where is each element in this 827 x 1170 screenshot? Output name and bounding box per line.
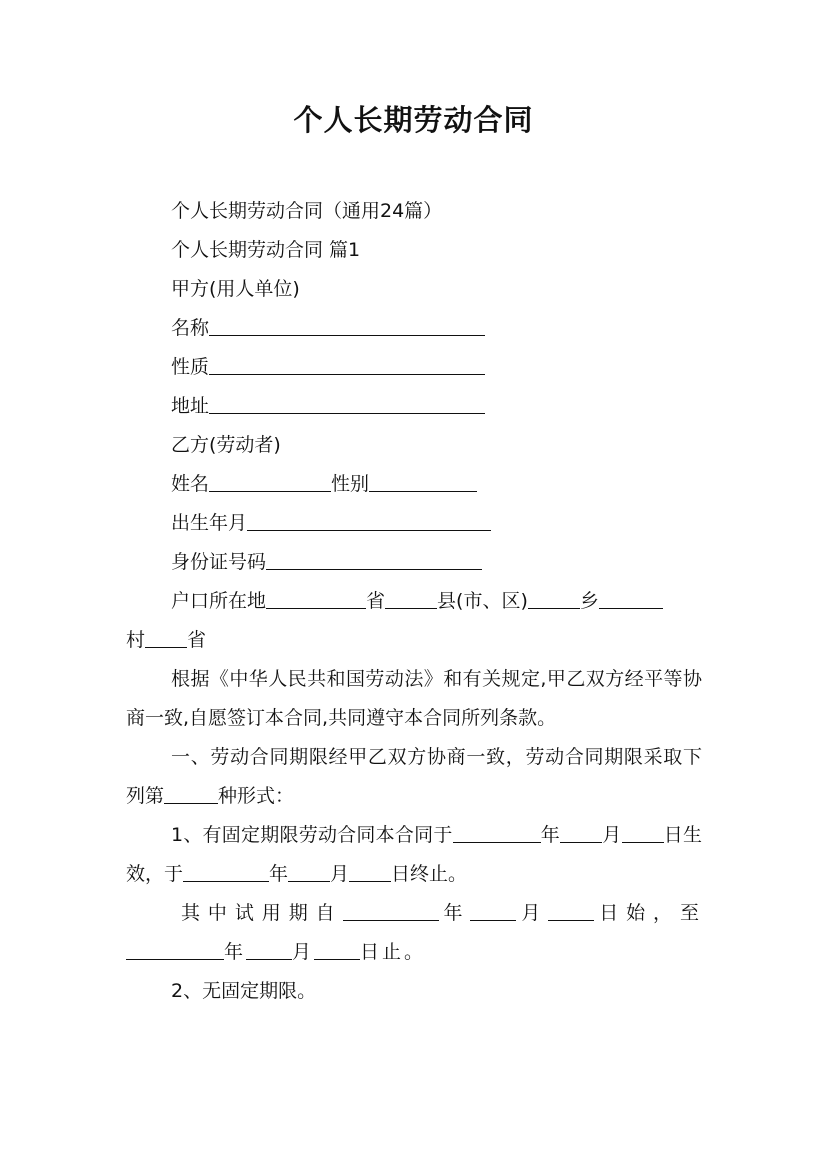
party-a-address-label: 地址 <box>171 395 210 417</box>
party-a-nature-label: 性质 <box>171 356 210 378</box>
party-b-birth-label: 出生年月 <box>171 512 248 534</box>
option-1-month-label: 月 <box>602 824 622 846</box>
hukou-province-blank[interactable] <box>266 587 366 609</box>
party-b-id-blank[interactable] <box>266 548 482 570</box>
option-1-end-year-label: 年 <box>269 863 289 885</box>
party-a-name-blank[interactable] <box>209 314 485 336</box>
clause-1-option-blank[interactable] <box>164 782 218 804</box>
probation-text: 其中试用期自 <box>181 902 343 924</box>
probation-start-text: 日始，至 <box>594 902 702 924</box>
clause-1-paragraph <box>126 738 702 816</box>
probation-end-month-label: 月 <box>292 941 315 963</box>
party-a-name-label: 名称 <box>171 317 210 339</box>
option-1-end-day-blank[interactable] <box>349 860 391 882</box>
party-a-address-row <box>126 387 702 426</box>
preamble-paragraph: 根据《中华人民共和国劳动法》和有关规定,甲乙双方经平等协商一致,自愿签订本合同,共同遵守本合同所列条款。 <box>126 668 702 729</box>
option-1-day-blank[interactable] <box>622 821 664 843</box>
probation-month-blank[interactable] <box>470 899 516 921</box>
party-b-birth-blank[interactable] <box>247 509 491 531</box>
option-1-year-blank[interactable] <box>453 821 541 843</box>
party-b-name-blank[interactable] <box>209 470 331 492</box>
probation-paragraph <box>126 894 702 972</box>
party-b-heading: 乙方(劳动者) <box>171 434 281 456</box>
hukou-town-blank[interactable] <box>528 587 580 609</box>
option-1-effective-text: 日生效，于 <box>126 824 702 885</box>
option-1-end-text: 日终止。 <box>391 863 468 885</box>
party-a-nature-blank[interactable] <box>209 353 485 375</box>
probation-end-text: 日止。 <box>360 941 427 963</box>
probation-year-label: 年 <box>438 902 471 924</box>
party-b-id-row <box>126 543 702 582</box>
party-b-birth-row <box>126 504 702 543</box>
probation-end-day-blank[interactable] <box>314 938 360 960</box>
hukou-village-blank[interactable] <box>599 587 663 609</box>
party-b-gender-blank[interactable] <box>369 470 477 492</box>
party-b-name-label: 姓名 <box>171 473 210 495</box>
option-1-end-month-blank[interactable] <box>288 860 330 882</box>
option-1-paragraph <box>126 816 702 894</box>
option-2-paragraph: 2、无固定期限。 <box>171 980 317 1002</box>
option-1-end-year-blank[interactable] <box>183 860 269 882</box>
document-title: 个人长期劳动合同 <box>293 103 534 137</box>
hukou-county-label: 县(市、区) <box>437 590 528 612</box>
clause-1-text: 一、劳动合同期限经甲乙双方协商一致，劳动合同期限采取下列第 <box>126 746 702 807</box>
probation-end-month-blank[interactable] <box>246 938 292 960</box>
option-1-year-label: 年 <box>540 824 561 846</box>
party-b-hukou-row-2 <box>126 621 702 660</box>
hukou-province-label: 省 <box>366 590 386 612</box>
section-heading: 个人长期劳动合同 篇1 <box>171 239 361 261</box>
hukou-village-label: 村 <box>126 629 146 651</box>
document-subtitle: 个人长期劳动合同（通用24篇） <box>171 200 443 222</box>
party-b-gender-label: 性别 <box>331 473 370 495</box>
probation-end-year-label: 年 <box>224 941 247 963</box>
document-body <box>126 192 702 1011</box>
party-b-id-label: 身份证号码 <box>171 551 267 573</box>
party-a-heading: 甲方(用人单位) <box>171 278 300 300</box>
hukou-county-blank[interactable] <box>385 587 437 609</box>
option-1-month-blank[interactable] <box>560 821 602 843</box>
party-a-nature-row <box>126 348 702 387</box>
party-a-name-row <box>126 309 702 348</box>
probation-month-label: 月 <box>516 902 549 924</box>
party-b-name-row <box>126 465 702 504</box>
option-1-text: 1、有固定期限劳动合同本合同于 <box>171 824 453 846</box>
hukou-province2-label: 省 <box>187 629 207 651</box>
party-a-address-blank[interactable] <box>209 392 485 414</box>
probation-end-year-blank[interactable] <box>126 938 224 960</box>
hukou-province2-blank[interactable] <box>145 626 187 648</box>
clause-1-text-end: 种形式： <box>218 785 295 807</box>
party-b-hukou-label: 户口所在地 <box>171 590 267 612</box>
probation-year-blank[interactable] <box>343 899 439 921</box>
party-b-hukou-row <box>126 582 702 621</box>
hukou-town-label: 乡 <box>579 590 599 612</box>
probation-day-blank[interactable] <box>548 899 594 921</box>
option-1-end-month-label: 月 <box>330 863 350 885</box>
